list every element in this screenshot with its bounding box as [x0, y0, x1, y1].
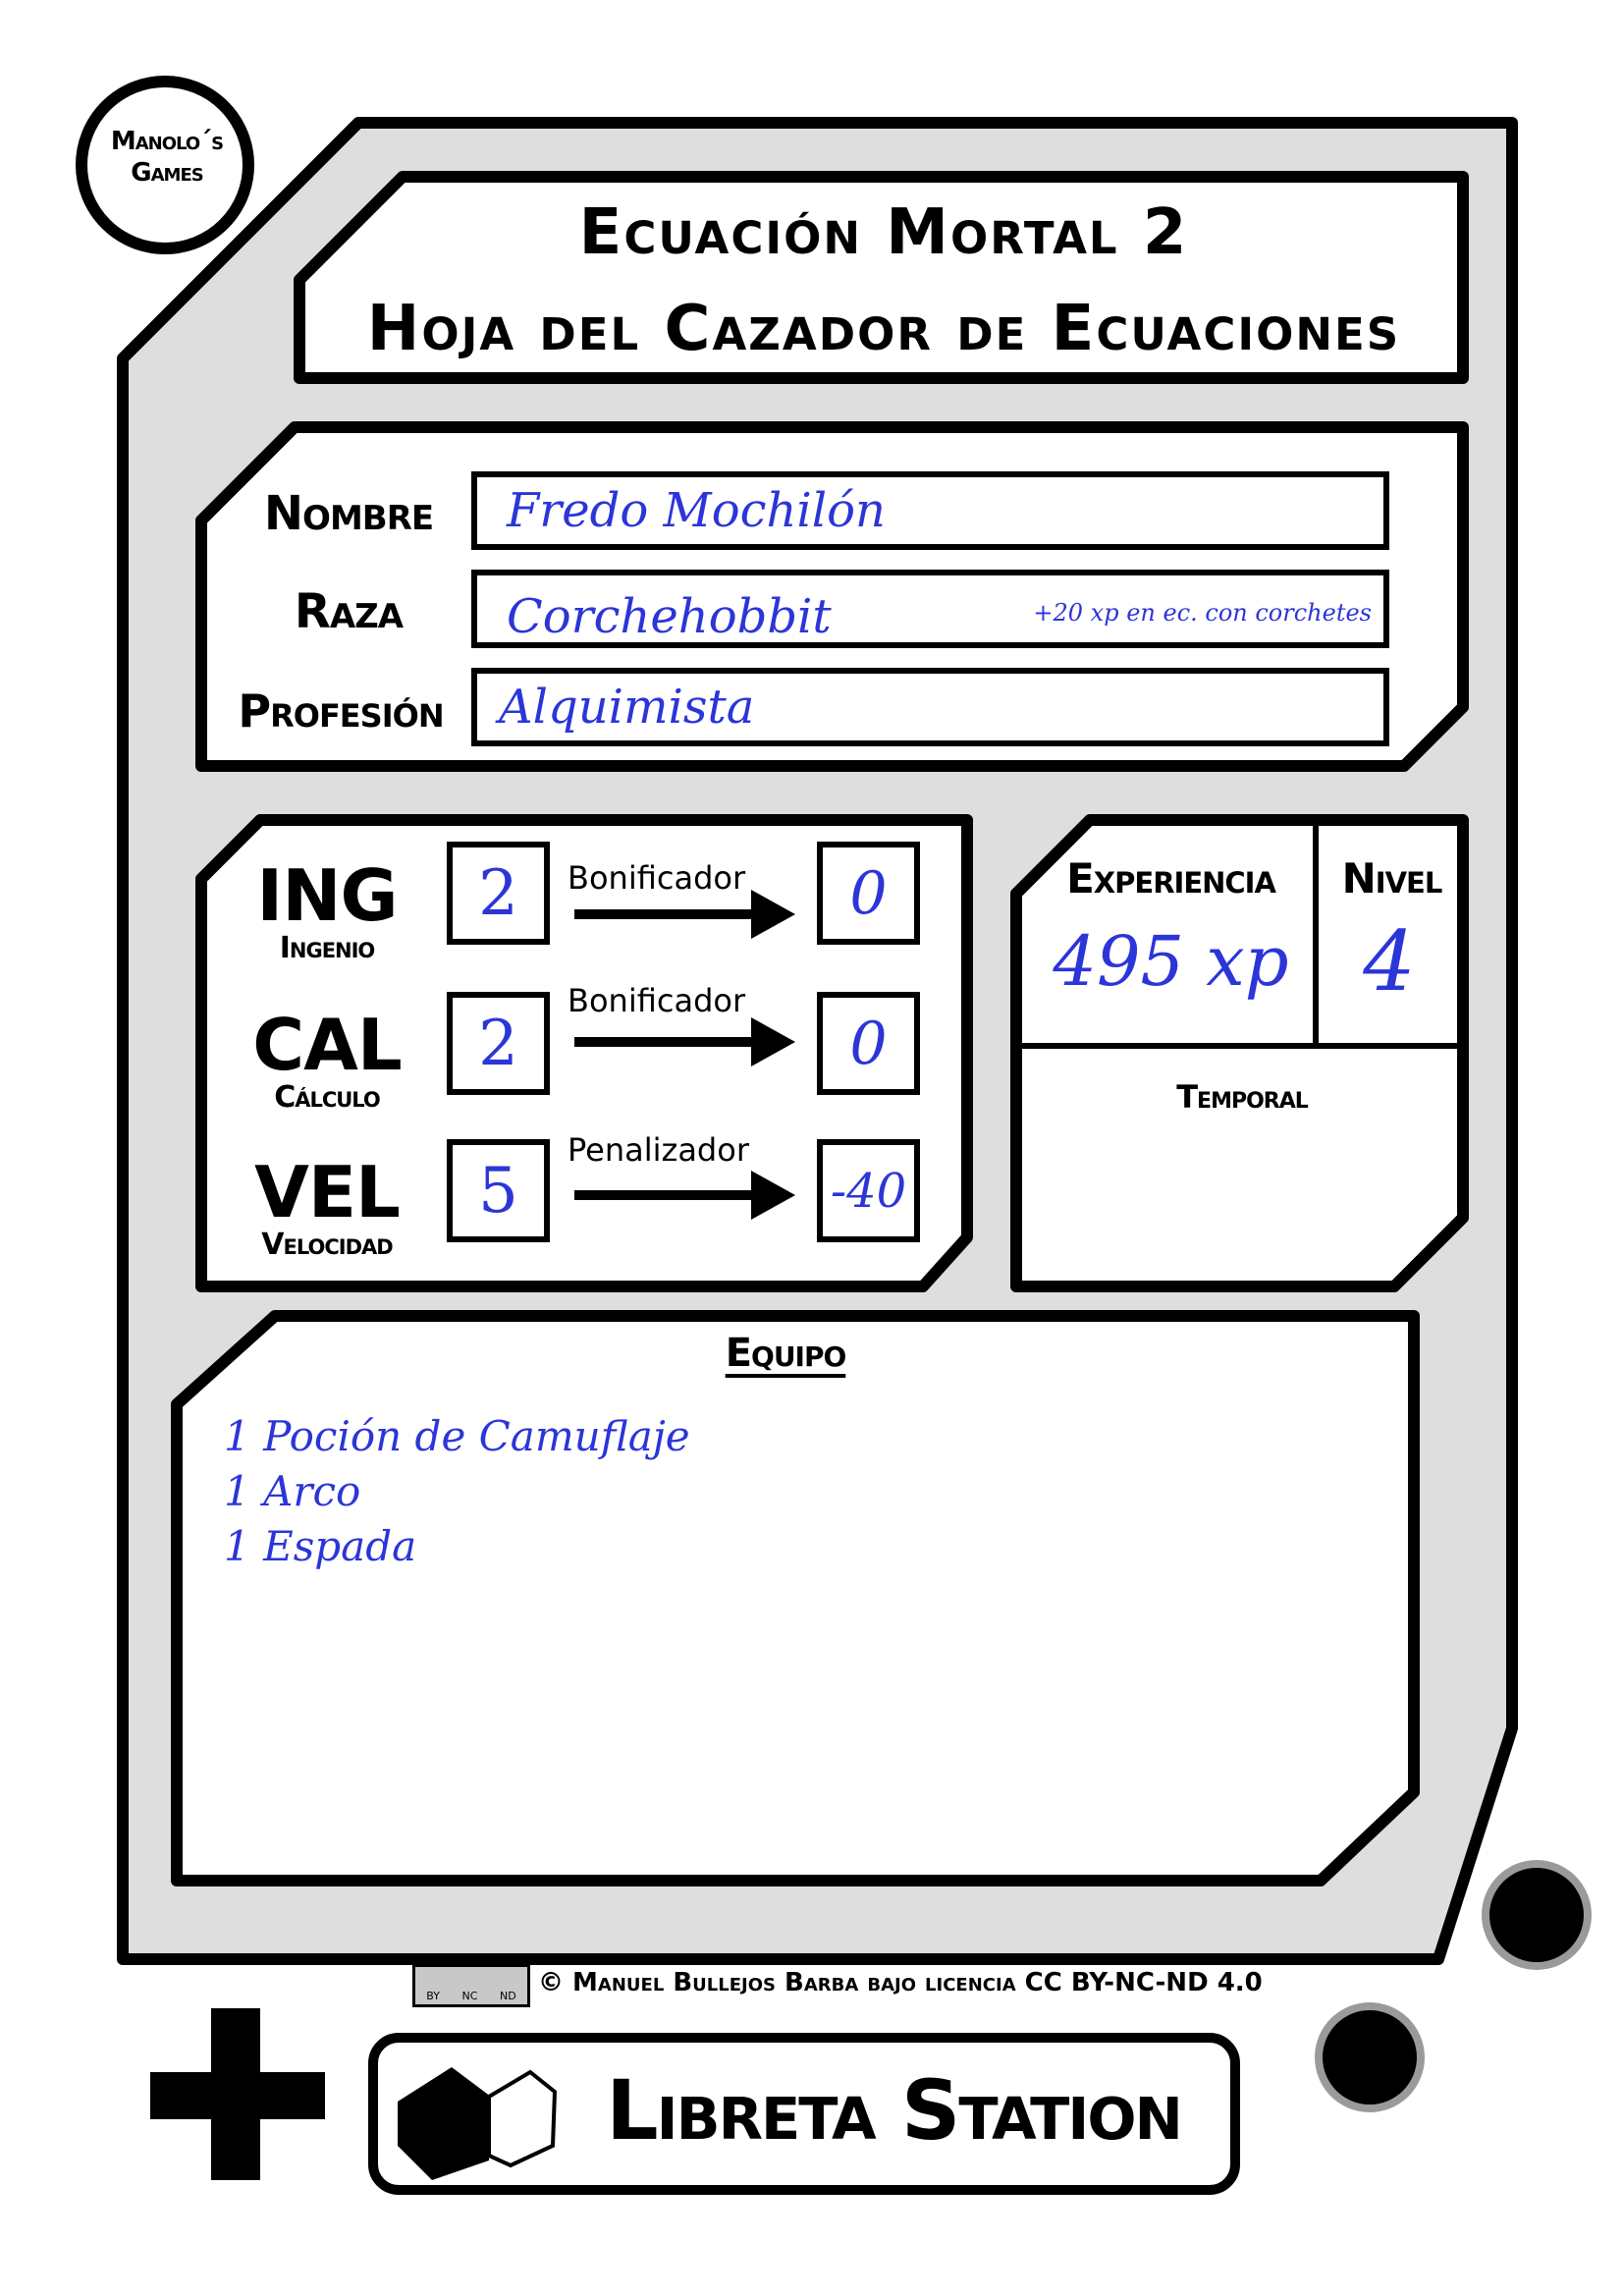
level-label: Nivel	[1341, 854, 1442, 902]
list-item: 1 Arco	[224, 1467, 361, 1515]
name-value: Fredo Mochilón	[507, 483, 886, 538]
stat-mod-label: Bonificador	[568, 859, 746, 897]
stat-value: 5	[478, 1154, 518, 1228]
stat-mod-label: Penalizador	[568, 1131, 749, 1169]
profession-value: Alquimista	[499, 680, 755, 735]
stat-mod-value: 0	[849, 858, 888, 928]
xp-value: 495 xp	[1053, 921, 1289, 1002]
cc-badge	[412, 1964, 530, 2007]
stat-name: Velocidad	[261, 1228, 393, 1262]
race-note: +20 xp en ec. con corchetes	[1033, 599, 1372, 627]
stat-abbr: VEL	[254, 1151, 400, 1233]
page-title	[314, 185, 1453, 377]
race-field[interactable]	[471, 570, 1389, 648]
stat-name: Cálculo	[274, 1080, 380, 1115]
profession-field[interactable]	[471, 668, 1389, 746]
temp-field[interactable]	[1026, 1129, 1448, 1267]
level-value: 4	[1363, 913, 1416, 1010]
stat-name: Ingenio	[279, 931, 375, 965]
license-text: © Manuel Bullejos Barba bajo licencia CC BY-NC-ND 4.0	[538, 1968, 1263, 1997]
brand-line1: Manolo´s	[110, 127, 224, 156]
name-label: Nombre	[263, 486, 434, 541]
stat-abbr: ING	[256, 854, 398, 937]
name-field[interactable]	[471, 471, 1389, 550]
brand-logo	[88, 126, 245, 189]
stat-abbr: CAL	[252, 1004, 402, 1086]
stat-mod-box[interactable]	[817, 992, 920, 1095]
title-line1: Ecuación Mortal 2	[578, 196, 1189, 269]
stat-value-box[interactable]	[447, 842, 550, 945]
race-label: Raza	[294, 584, 404, 639]
stat-mod-box[interactable]	[817, 842, 920, 945]
equipment-label: Equipo	[725, 1331, 846, 1376]
equipment-list[interactable]	[224, 1409, 1382, 1851]
list-item: 1 Espada	[224, 1522, 417, 1570]
brand-line2: Games	[131, 158, 203, 188]
cc-badge-nc: NC	[461, 1990, 478, 2002]
xp-label: Experiencia	[1066, 854, 1275, 902]
profession-label: Profesión	[238, 684, 444, 738]
stat-value-box[interactable]	[447, 992, 550, 1095]
stat-value: 2	[478, 856, 518, 930]
stat-mod-label: Bonificador	[568, 982, 746, 1019]
stat-mod-value: -40	[830, 1163, 907, 1219]
title-line2: Hoja del Cazador de Ecuaciones	[366, 293, 1401, 365]
cc-badge-by: BY	[426, 1990, 440, 2002]
stat-value-box[interactable]	[447, 1139, 550, 1242]
race-value: Corchehobbit	[507, 589, 832, 644]
list-item: 1 Poción de Camuflaje	[224, 1412, 690, 1460]
temp-label: Temporal	[1176, 1078, 1308, 1116]
libreta-station-logo: Libreta Station	[606, 2062, 1181, 2159]
stat-mod-value: 0	[849, 1009, 888, 1078]
stat-value: 2	[478, 1007, 518, 1080]
dpad-icon	[150, 2008, 325, 2180]
cc-badge-nd: ND	[500, 1990, 516, 2002]
stat-mod-box[interactable]	[817, 1139, 920, 1242]
